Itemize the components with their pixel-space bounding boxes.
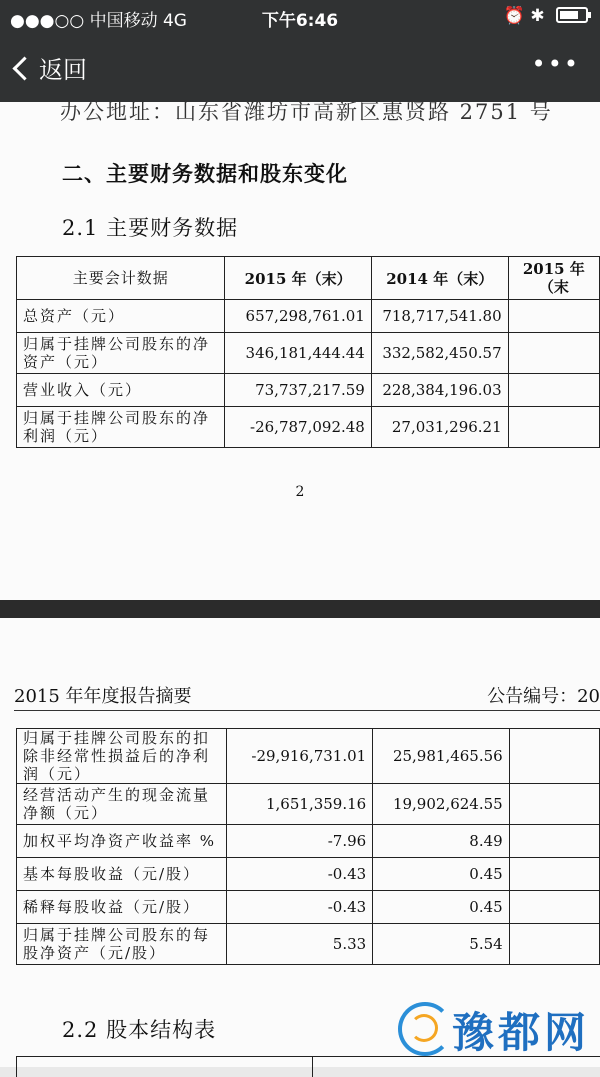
value-2015: 657,298,761.01 — [225, 300, 371, 333]
table-row — [17, 729, 600, 784]
financial-data-table-continued — [16, 728, 600, 965]
alarm-bluetooth-icon: ⏰ ✱ — [503, 6, 545, 26]
value-2014: 228,384,196.03 — [371, 374, 508, 407]
row-label: 稀释每股收益（元/股） — [17, 891, 227, 924]
empty-cell — [509, 729, 599, 784]
page-number: 2 — [295, 484, 305, 500]
watermark-text: 豫都网 — [452, 1008, 591, 1057]
swirl-inner-icon — [410, 1014, 438, 1042]
table-row — [17, 924, 600, 965]
empty-cell — [508, 333, 599, 374]
row-label: 归属于挂牌公司股东的净资产（元） — [17, 333, 225, 374]
back-button[interactable] — [16, 50, 87, 85]
header-cell: 2014 年（末） — [371, 257, 508, 300]
page-gap — [0, 600, 600, 618]
table-row — [17, 407, 600, 448]
value-2014: 19,902,624.55 — [373, 784, 510, 825]
empty-cell — [509, 891, 599, 924]
chevron-left-icon — [12, 56, 36, 80]
value-2014: 0.45 — [373, 858, 510, 891]
header-cell: 2015 年（末 — [508, 257, 599, 300]
battery-icon — [556, 7, 588, 23]
value-2014: 332,582,450.57 — [371, 333, 508, 374]
status-icons — [504, 6, 588, 26]
top-bar — [0, 0, 600, 102]
value-2015: -0.43 — [226, 891, 372, 924]
table-row — [17, 300, 600, 333]
document-title: 2015 年年度报告摘要 — [14, 686, 192, 707]
value-2015: 1,651,359.16 — [226, 784, 372, 825]
empty-cell — [508, 407, 599, 448]
document-page-1 — [0, 102, 600, 600]
row-label: 营业收入（元） — [17, 374, 225, 407]
value-2015: 5.33 — [226, 924, 372, 965]
value-2014: 27,031,296.21 — [371, 407, 508, 448]
back-label: 返回 — [39, 56, 87, 84]
value-2015: -7.96 — [226, 825, 372, 858]
header-cell: 2015 年（末） — [225, 257, 371, 300]
subsection-title: 2.1 主要财务数据 — [62, 216, 239, 240]
empty-cell — [509, 825, 599, 858]
empty-cell — [509, 858, 599, 891]
financial-data-table — [16, 256, 600, 448]
value-2015: 73,737,217.59 — [225, 374, 371, 407]
row-label: 加权平均净资产收益率 % — [17, 825, 227, 858]
table-header-row — [17, 257, 600, 300]
status-bar — [0, 0, 600, 34]
table-row — [17, 784, 600, 825]
empty-cell — [509, 924, 599, 965]
table-row — [17, 374, 600, 407]
row-label: 经营活动产生的现金流量净额（元） — [17, 784, 227, 825]
carrier-signal: ●●●○○ 中国移动 4G — [10, 11, 187, 31]
value-2015: -29,916,731.01 — [226, 729, 372, 784]
subsection-title-share-structure: 2.2 股本结构表 — [62, 1018, 217, 1042]
table-row — [17, 333, 600, 374]
announcement-code: 公告编号：20 — [487, 686, 600, 707]
value-2014: 5.54 — [373, 924, 510, 965]
empty-cell — [509, 784, 599, 825]
value-2014: 8.49 — [373, 825, 510, 858]
table-row — [17, 891, 600, 924]
section-title: 二、主要财务数据和股东变化 — [62, 161, 348, 186]
row-label: 归属于挂牌公司股东的扣除非经常性损益后的净利润（元） — [17, 729, 227, 784]
table-row — [17, 825, 600, 858]
value-2015: 346,181,444.44 — [225, 333, 371, 374]
value-2014: 0.45 — [373, 891, 510, 924]
empty-cell — [508, 300, 599, 333]
row-label: 归属于挂牌公司股东的每股净资产（元/股） — [17, 924, 227, 965]
value-2015: -26,787,092.48 — [225, 407, 371, 448]
nav-bar — [0, 44, 600, 94]
more-button[interactable]: ••• — [531, 50, 580, 78]
row-label: 总资产（元） — [17, 300, 225, 333]
empty-cell — [508, 374, 599, 407]
header-cell: 主要会计数据 — [17, 257, 225, 300]
table-row — [17, 858, 600, 891]
office-address-line: 办公地址：山东省潍坊市高新区惠贤路 2751 号 — [60, 100, 553, 124]
value-2014: 718,717,541.80 — [371, 300, 508, 333]
row-label: 基本每股收益（元/股） — [17, 858, 227, 891]
row-label: 归属于挂牌公司股东的净利润（元） — [17, 407, 225, 448]
watermark-logo — [398, 996, 598, 1056]
value-2014: 25,981,465.56 — [373, 729, 510, 784]
status-time: 下午6:46 — [261, 11, 339, 31]
header-divider — [14, 710, 600, 711]
value-2015: -0.43 — [226, 858, 372, 891]
